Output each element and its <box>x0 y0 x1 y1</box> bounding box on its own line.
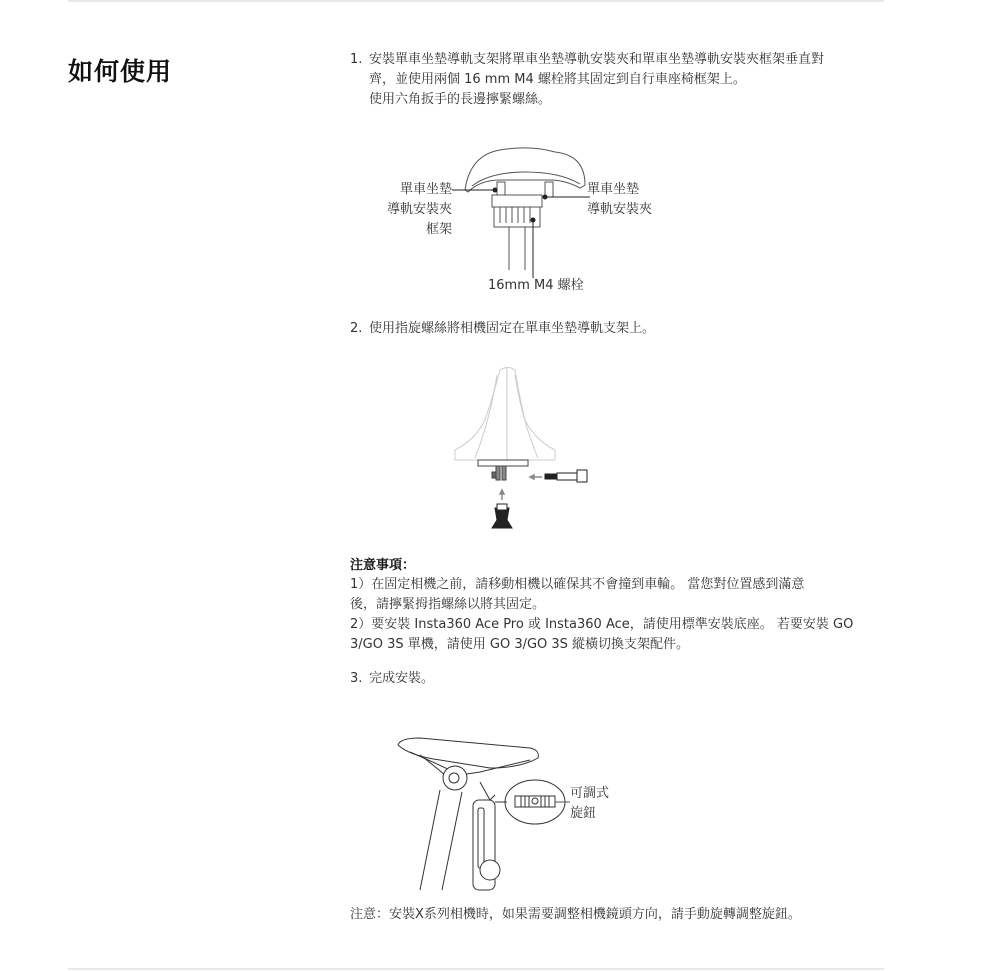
footer-note: 注意：安裝X系列相機時，如果需要調整相機鏡頭方向，請手動旋轉調整旋鈕。 <box>350 907 801 922</box>
step-1-number: 1. <box>350 52 363 67</box>
step-2-number: 2. <box>350 321 363 336</box>
step-1-line-1: 1. 安裝單車坐墊導軌支架將單車坐墊導軌安裝夾和單車坐墊導軌安裝夾框架垂直對 <box>350 49 824 70</box>
notes-item-1b: 後，請擰緊拇指螺絲以將其固定。 <box>350 597 546 612</box>
notes-item-2a: 2）要安裝 Insta360 Ace Pro 或 Insta360 Ace，請使用標準安裝底座。 若要安裝 GO <box>350 617 854 632</box>
notes-item-2b: 3/GO 3S 單機，請使用 GO 3/GO 3S 縱橫切換支架配件。 <box>350 637 690 652</box>
step-1-line-2: 齊，並使用兩個 16 mm M4 螺栓將其固定到自行車座椅框架上。 <box>369 72 746 87</box>
label-rail-clamp-frame: 單車坐墊 導軌安裝夾 框架 <box>386 182 452 237</box>
notes-heading: 注意事項： <box>350 558 416 573</box>
figure-thumb-screw <box>440 360 620 540</box>
step-1-line-3: 使用六角扳手的長邊擰緊螺絲。 <box>369 92 552 107</box>
top-divider <box>68 0 884 2</box>
step-3-line-1: 3. 完成安裝。 <box>350 668 434 689</box>
bottom-divider <box>68 968 884 970</box>
label-adjustable-knob: 可調式 旋鈕 <box>570 786 610 821</box>
thumb-screw-illustration <box>440 360 620 540</box>
notes-item-1a: 1）在固定相機之前，請移動相機以確保其不會撞到車輪。 當您對位置感到滿意 <box>350 577 805 592</box>
step-3-number: 3. <box>350 671 363 686</box>
label-m4-bolt: 16mm M4 螺栓 <box>488 278 584 293</box>
section-title: 如何使用 <box>68 57 173 86</box>
step-2-line-1: 2. 使用指旋螺絲將相機固定在單車坐墊導軌支架上。 <box>350 318 655 339</box>
label-rail-clamp: 單車坐墊 導軌安裝夾 <box>587 182 653 217</box>
